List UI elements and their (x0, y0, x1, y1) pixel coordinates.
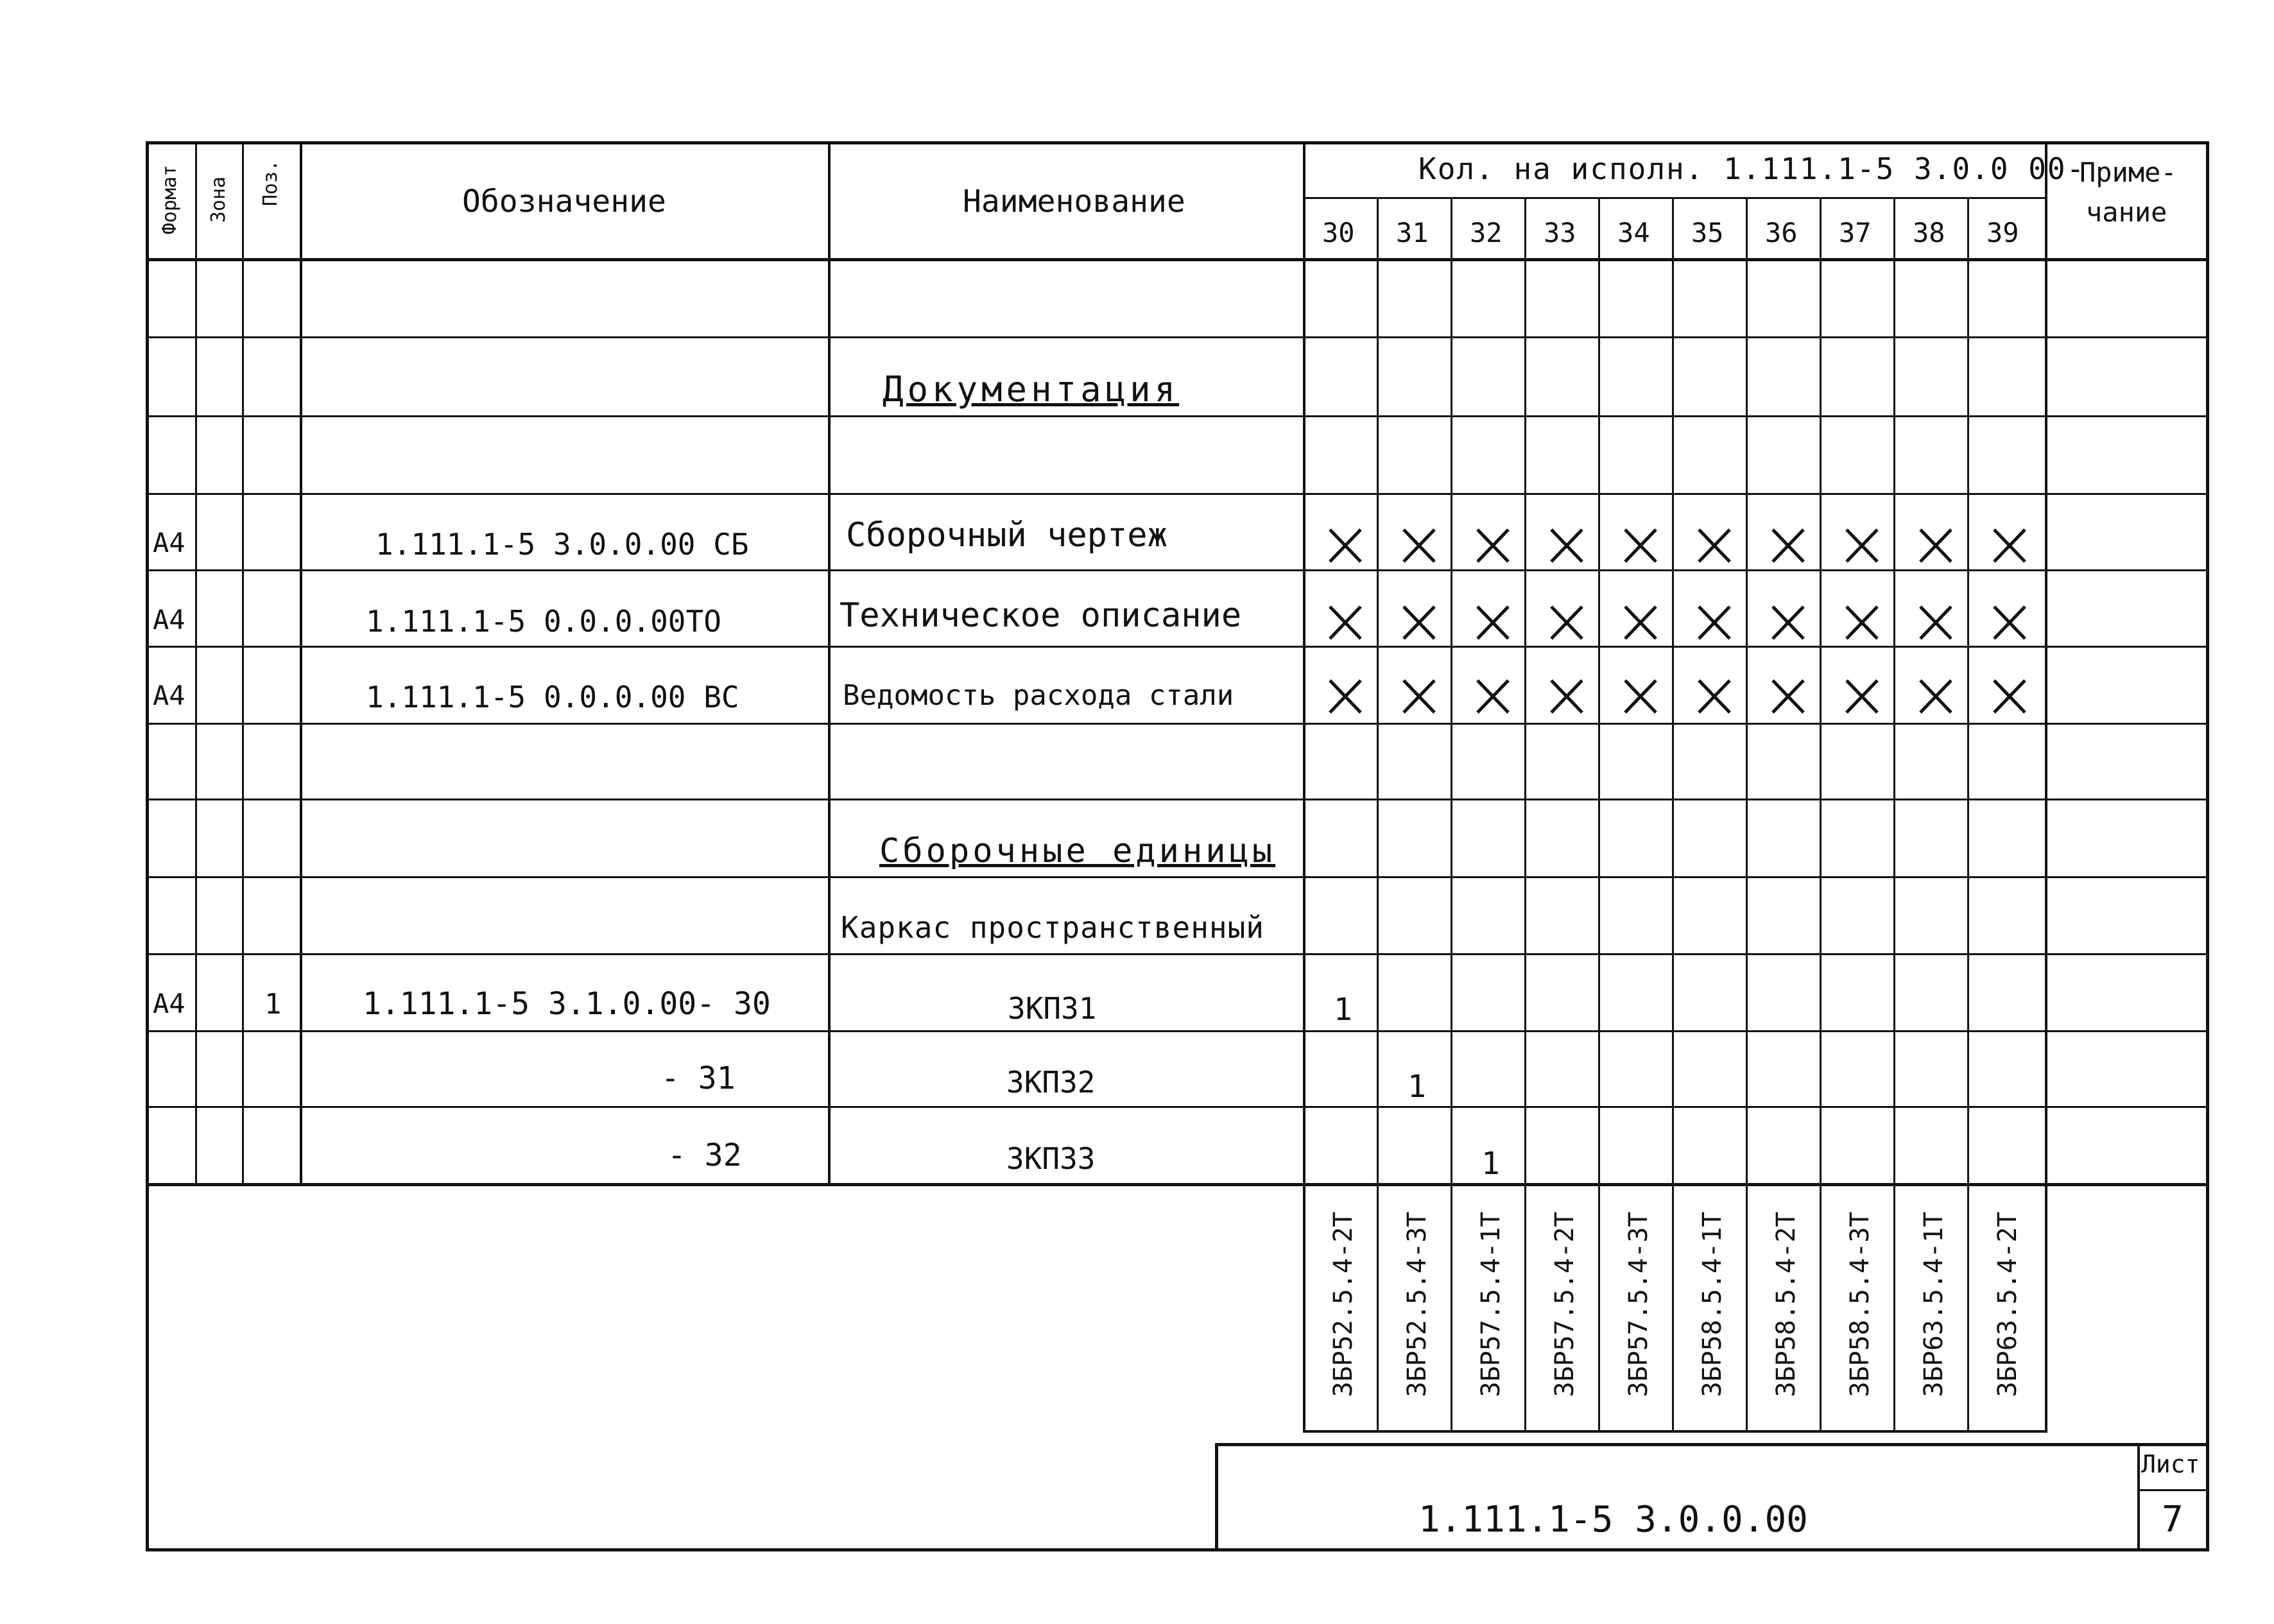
variant-31: 31 (1396, 217, 1429, 248)
x-mark (1551, 680, 1582, 713)
variant-34: 34 (1617, 217, 1650, 248)
unit2-designation: - 31 (661, 1060, 736, 1096)
variant-36: 36 (1765, 217, 1798, 248)
x-mark (1847, 530, 1877, 562)
doc2-format: А4 (153, 604, 185, 635)
header-note-1: Приме- (2080, 157, 2177, 188)
unit1-pos: 1 (264, 988, 282, 1021)
beam-label-37: 3БР58.5.4-3Т (1845, 1211, 1875, 1397)
x-mark (1477, 680, 1508, 713)
header-zone: Зона (207, 176, 230, 223)
frame-title: Каркас пространственный (841, 910, 1264, 945)
title-sheet-number: 7 (2162, 1499, 2184, 1541)
unit2-name: 3КП32 (1006, 1065, 1096, 1100)
unit1-format: А4 (153, 988, 185, 1019)
doc1-designation: 1.111.1-5 3.0.0.00 СБ (375, 527, 749, 562)
beam-label-32: 3БР57.5.4-1Т (1476, 1211, 1506, 1397)
title-sheet-label: Лист (2141, 1450, 2200, 1478)
variant-33: 33 (1544, 217, 1576, 248)
title-doc-number: 1.111.1-5 3.0.0.00 (1418, 1499, 1808, 1541)
beam-label-33: 3БР57.5.4-2Т (1550, 1211, 1580, 1397)
unit3-name: 3КП33 (1006, 1141, 1096, 1176)
unit3-qty: 1 (1481, 1146, 1500, 1182)
x-mark (1477, 530, 1508, 562)
x-mark (1773, 680, 1804, 713)
unit1-name: 3КП31 (1008, 991, 1097, 1026)
x-mark (1773, 530, 1804, 562)
variant-38: 38 (1913, 217, 1945, 248)
variant-35: 35 (1691, 217, 1724, 248)
unit1-qty: 1 (1334, 992, 1352, 1028)
header-note-2: чание (2086, 196, 2167, 228)
doc2-name: Техническое описание (840, 596, 1242, 635)
x-mark (1625, 607, 1656, 639)
x-mark (1625, 680, 1656, 713)
variant-37: 37 (1839, 217, 1872, 248)
unit2-qty: 1 (1408, 1069, 1426, 1105)
doc1-name: Сборочный чертеж (846, 516, 1167, 555)
beam-label-36: 3БР58.5.4-2Т (1771, 1211, 1801, 1397)
x-mark (1699, 607, 1730, 639)
header-pos: Поз. (259, 159, 282, 207)
x-mark (1404, 530, 1434, 562)
header-designation: Обозначение (462, 184, 666, 220)
x-mark (1330, 607, 1361, 639)
section-documentation: Документация (883, 369, 1180, 410)
header-qty: Кол. на исполн. 1.111.1-5 3.0.0 00- (1418, 151, 2086, 186)
doc3-name: Ведомость расхода стали (843, 679, 1234, 712)
x-mark (1330, 530, 1361, 562)
variant-39: 39 (1986, 217, 2019, 248)
doc3-format: А4 (153, 680, 185, 711)
beam-label-35: 3БР58.5.4-1Т (1698, 1211, 1727, 1397)
x-mark (1920, 530, 1951, 562)
unit3-designation: - 32 (668, 1137, 742, 1173)
x-mark (1699, 680, 1730, 713)
x-mark (1847, 607, 1877, 639)
x-mark (1404, 607, 1434, 639)
beam-label-31: 3БР52.5.4-3Т (1402, 1211, 1432, 1397)
x-mark (1994, 607, 2025, 639)
beam-label-38: 3БР63.5.4-1Т (1919, 1211, 1949, 1397)
x-mark (1551, 607, 1582, 639)
section-assembly-units: Сборочные единицы (879, 832, 1276, 870)
x-mark (1699, 530, 1730, 562)
x-mark (1994, 680, 2025, 713)
x-mark (1625, 530, 1656, 562)
x-mark (1477, 607, 1508, 639)
variant-32: 32 (1470, 217, 1503, 248)
doc1-format: А4 (153, 527, 185, 558)
x-mark (1551, 530, 1582, 562)
unit1-designation: 1.111.1-5 3.1.0.00- 30 (363, 986, 771, 1022)
beam-label-39: 3БР63.5.4-2Т (1993, 1211, 2022, 1397)
header-format: Формат (159, 164, 181, 235)
x-mark (1330, 680, 1361, 713)
beam-label-30: 3БР52.5.4-2Т (1329, 1211, 1358, 1397)
header-name: Наименование (963, 184, 1185, 220)
x-mark (1920, 680, 1951, 713)
variant-30: 30 (1322, 217, 1355, 248)
x-mark (1920, 607, 1951, 639)
x-mark (1773, 607, 1804, 639)
x-mark (1994, 530, 2025, 562)
beam-label-34: 3БР57.5.4-3Т (1624, 1211, 1653, 1397)
doc2-designation: 1.111.1-5 0.0.0.00ТО (366, 604, 721, 639)
x-mark (1404, 680, 1434, 713)
x-mark (1847, 680, 1877, 713)
doc3-designation: 1.111.1-5 0.0.0.00 ВС (366, 680, 739, 714)
